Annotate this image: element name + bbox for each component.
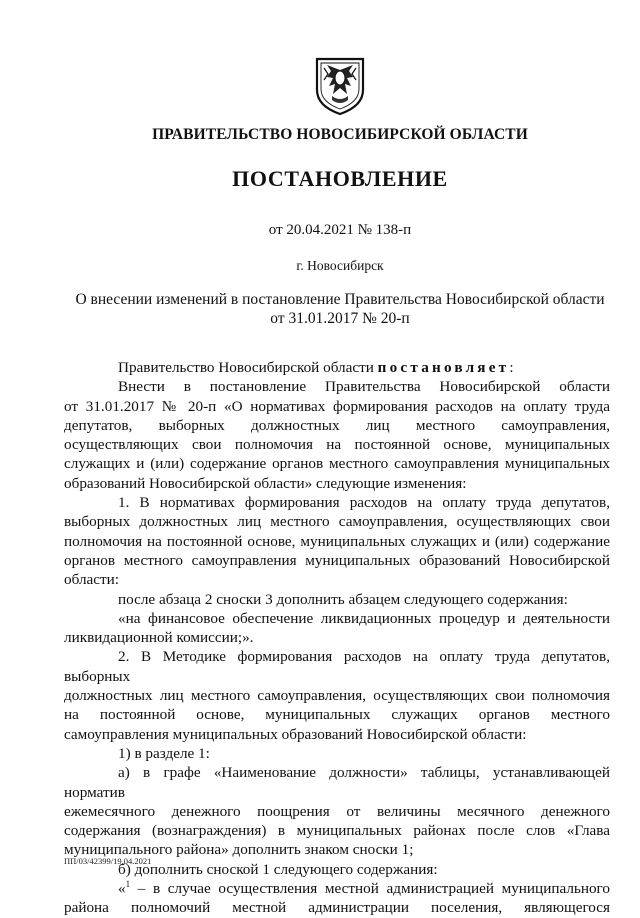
- paragraph-line: района полномочий местной администрации поселения, являющегося: [64, 899, 610, 917]
- paragraph-line: осуществляющих свои полномочия на постоянной основе, муниципальных: [64, 436, 610, 454]
- text: :: [509, 359, 514, 376]
- text: «: [118, 880, 126, 898]
- paragraph-line: 1. В нормативах формирования расходов на оплату труда депутатов,: [118, 494, 610, 512]
- paragraph-line: а) в графе «Наименование должности» таблицы, устанавливающей норматив: [64, 764, 610, 801]
- paragraph-line: депутатов, выборных должностных лиц местного самоуправления,: [64, 416, 610, 434]
- paragraph-line: 2. В Методике формирования расходов на оплату труда депутатов, выборных: [64, 648, 610, 685]
- text: Правительство Новосибирской области: [118, 359, 378, 376]
- document-city: г. Новосибирск: [296, 258, 384, 273]
- paragraph-line: должностных лиц местного самоуправления, осуществляющих свои полномочия: [64, 687, 610, 705]
- paragraph-line: области:: [64, 571, 119, 589]
- paragraph-line: ликвидационной комиссии;».: [64, 629, 254, 647]
- paragraph-line: Внести в постановление Правительства Новосибирской области: [118, 378, 610, 396]
- coat-of-arms-icon: [314, 56, 366, 116]
- resolve-word: постановляет: [377, 359, 510, 376]
- subject-line: от 31.01.2017 № 20-п: [270, 310, 410, 327]
- paragraph-line: от 31.01.2017 № 20-п «О нормативах формирования расходов на оплату труда: [64, 397, 610, 415]
- paragraph-line: органов местного самоуправления муниципальных образований Новосибирской: [64, 551, 610, 569]
- paragraph-line: самоуправления муниципальных образований Новосибирской области:: [64, 725, 527, 743]
- text: – в случае осуществления местной администрацией муниципального: [130, 880, 610, 898]
- paragraph-line: служащих и (или) содержание органов местного самоуправления муниципальных: [64, 455, 610, 473]
- organization-title: ПРАВИТЕЛЬСТВО НОВОСИБИРСКОЙ ОБЛАСТИ: [152, 126, 528, 143]
- footnote-mark: 1: [125, 878, 131, 889]
- paragraph-line: содержания (вознаграждения) в муниципальных районах после слов «Глава: [64, 822, 610, 840]
- document-type: ПОСТАНОВЛЕНИЕ: [232, 166, 448, 191]
- paragraph-line: полномочия на постоянной основе, муниципальных служащих и (или) содержание: [64, 532, 610, 550]
- document-code: ПП/03/42399/19.04.2021: [64, 856, 152, 866]
- paragraph-line: [64, 879, 610, 898]
- paragraph-line: муниципального района» дополнить знаком сноски 1;: [64, 841, 414, 859]
- document-date-number: от 20.04.2021 № 138-п: [268, 222, 412, 238]
- paragraph-line: 1) в разделе 1:: [118, 744, 210, 762]
- paragraph-line: ежемесячного денежного поощрения от величины месячного денежного: [64, 802, 610, 820]
- document-body: [64, 358, 610, 918]
- paragraph-line: б) дополнить сноской 1 следующего содержания:: [118, 860, 438, 878]
- paragraph-line: образований Новосибирской области» следующие изменения:: [64, 474, 467, 492]
- paragraph-line: после абзаца 2 сноски 3 дополнить абзацем следующего содержания:: [118, 590, 568, 608]
- paragraph-line: на постоянной основе, муниципальных служащих органов местного: [64, 706, 610, 724]
- paragraph-line: «на финансовое обеспечение ликвидационных процедур и деятельности: [118, 609, 610, 627]
- paragraph: [64, 358, 610, 377]
- subject-line: О внесении изменений в постановление Правительства Новосибирской области: [75, 291, 605, 308]
- document-subject: [40, 290, 640, 328]
- paragraph-line: выборных должностных лиц местного самоуправления, осуществляющих свои: [64, 513, 610, 531]
